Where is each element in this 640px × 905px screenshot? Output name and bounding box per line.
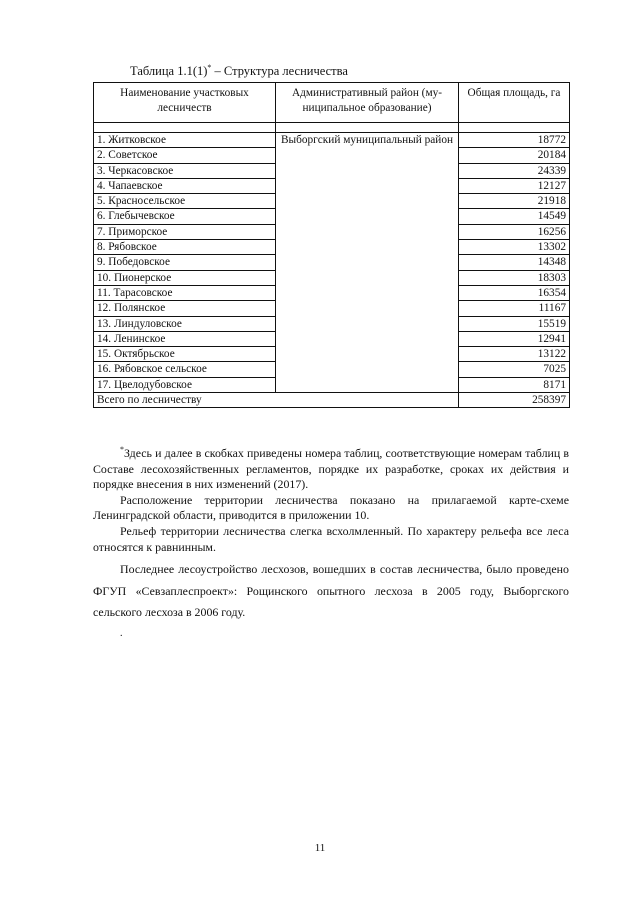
forestry-name: 2. Советское [94, 148, 276, 163]
stray-mark: . [120, 628, 123, 639]
forestry-area: 15519 [459, 316, 570, 331]
forestry-name: 3. Черкасовское [94, 163, 276, 178]
forestry-name: 5. Красносельское [94, 194, 276, 209]
forestry-area: 18772 [459, 133, 570, 148]
forestry-name: 6. Глебычевское [94, 209, 276, 224]
caption-footnote-mark: * [207, 63, 212, 72]
footnote-paragraph: *Здесь и далее в скобках приведены номера таблиц, соответствующие номерам таблиц в Составе лесохозяйственных регламентов, порядке их разработке, сроках их действия и порядке внесения в них изменений (2017). [93, 445, 569, 492]
forestry-area: 14549 [459, 209, 570, 224]
forestry-area: 14348 [459, 255, 570, 270]
notes [93, 442, 569, 624]
page-number: 11 [314, 842, 326, 854]
table-row [94, 133, 570, 148]
forestry-name: 1. Житковское [94, 133, 276, 148]
district-cell: Выборгский муниципальный район [276, 133, 459, 393]
total-row [94, 393, 570, 408]
forestry-area: 13122 [459, 347, 570, 362]
forestry-area: 21918 [459, 194, 570, 209]
forestry-name: 17. Цвелодубовское [94, 377, 276, 392]
forestry-area: 7025 [459, 362, 570, 377]
forestry-name: 4. Чапаевское [94, 178, 276, 193]
forestry-name: 9. Победовское [94, 255, 276, 270]
forestry-name: 14. Ленинское [94, 331, 276, 346]
forestry-name: 12. Полянское [94, 301, 276, 316]
total-area: 258397 [459, 393, 570, 408]
forestry-area: 16256 [459, 224, 570, 239]
location-paragraph: Расположение территории лесничества показано на прилагаемой карте-схеме Ленинградской области, приводится в приложении 10. [93, 492, 569, 523]
survey-paragraph: Последнее лесоустройство лесхозов, вошедших в состав лесничества, было проведено ФГУП «Севзаплеспроект»: Рощинского опытного лесхоза в 2005 году, Выборгского сельского лесхоза в 2006 году. [93, 562, 569, 620]
table-caption: Таблица 1.1(1)* – Структура лесничества [130, 63, 348, 79]
forestry-area: 11167 [459, 301, 570, 316]
forestry-name: 16. Рябовское сельское [94, 362, 276, 377]
header-name: Наименование участковых лесничеств [94, 83, 276, 123]
forestry-area: 16354 [459, 285, 570, 300]
forestry-area: 13302 [459, 240, 570, 255]
relief-paragraph: Рельеф территории лесничества слегка всхолмленный. По характеру рельефа все леса относятся к равнинным. [93, 523, 569, 554]
forestry-area: 8171 [459, 377, 570, 392]
forestry-area: 18303 [459, 270, 570, 285]
forestry-name: 11. Тарасовское [94, 285, 276, 300]
header-area: Общая площадь, га [459, 83, 570, 123]
forestry-area: 12127 [459, 178, 570, 193]
forestry-name: 8. Рябовское [94, 240, 276, 255]
forestry-structure-table [93, 82, 570, 408]
forestry-area: 12941 [459, 331, 570, 346]
spacer-row [94, 123, 570, 133]
forestry-name: 13. Линдуловское [94, 316, 276, 331]
header-district: Административный район (му-ниципальное образование) [276, 83, 459, 123]
forestry-name: 15. Октябрьское [94, 347, 276, 362]
forestry-name: 10. Пионерское [94, 270, 276, 285]
forestry-area: 24339 [459, 163, 570, 178]
table-header-row [94, 83, 570, 123]
forestry-name: 7. Приморское [94, 224, 276, 239]
footnote-mark: * [120, 445, 124, 454]
total-label: Всего по лесничеству [94, 393, 459, 408]
forestry-area: 20184 [459, 148, 570, 163]
